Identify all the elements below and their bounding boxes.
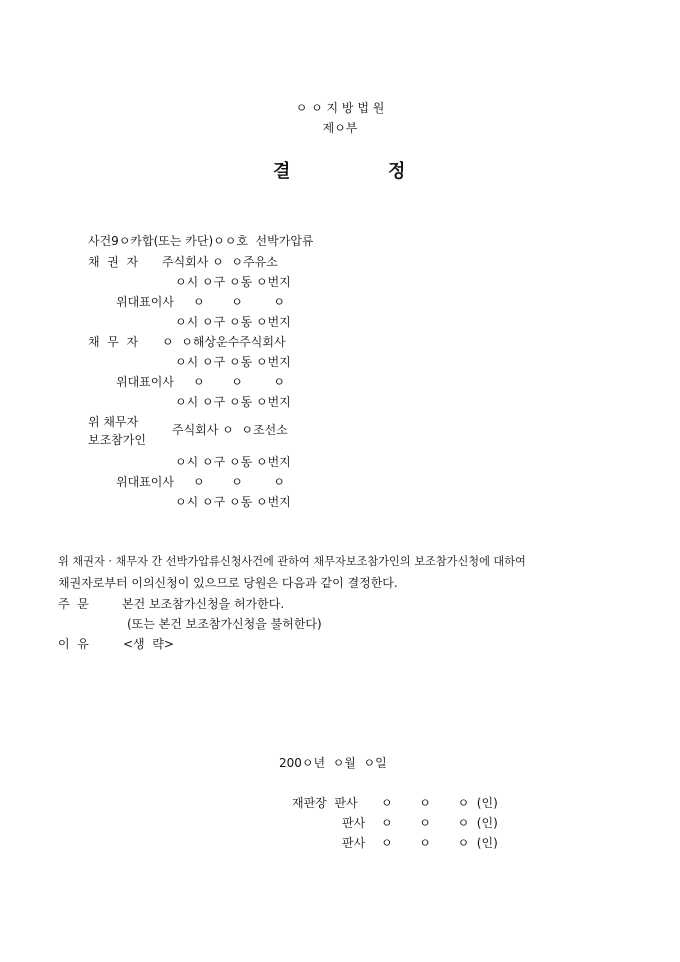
creditor-rep-address: ㅇ시 ㅇ구 ㅇ동 ㅇ번지 bbox=[175, 315, 291, 329]
intervenor-label-line-1: 위 채무자 bbox=[88, 415, 139, 429]
debtor-address: ㅇ시 ㅇ구 ㅇ동 ㅇ번지 bbox=[175, 355, 291, 369]
judge-role-1: 재판장 판사 bbox=[292, 796, 358, 810]
order-alt-text: (또는 본건 보조참가신청을 불허한다) bbox=[127, 617, 322, 631]
creditor-rep-label: 위대표이사 bbox=[116, 295, 174, 309]
creditor-address: ㅇ시 ㅇ구 ㅇ동 ㅇ번지 bbox=[175, 275, 291, 289]
creditor-name: 주식회사 ㅇ ㅇ주유소 bbox=[162, 255, 278, 269]
court-name: ㅇ ㅇ 지 방 법 원 bbox=[295, 101, 385, 115]
intervenor-address: ㅇ시 ㅇ구 ㅇ동 ㅇ번지 bbox=[175, 455, 291, 469]
judge-names-1: ㅇ ㅇ ㅇ (인) bbox=[381, 796, 498, 810]
creditor-label: 채 권 자 bbox=[88, 255, 139, 269]
judge-names-3: ㅇ ㅇ ㅇ (인) bbox=[381, 836, 498, 850]
intervenor-rep-address: ㅇ시 ㅇ구 ㅇ동 ㅇ번지 bbox=[175, 495, 291, 509]
intervenor-name: 주식회사 ㅇ ㅇ조선소 bbox=[172, 423, 288, 437]
judge-role-3: 판사 bbox=[342, 836, 366, 850]
case-line: 사건9ㅇ카합(또는 카단)ㅇㅇ호 선박가압류 bbox=[88, 234, 314, 248]
body-line-1: 위 채권자 · 채무자 간 선박가압류신청사건에 관하여 채무자보조참가인의 보조참가신청에 대하여 bbox=[58, 555, 526, 568]
creditor-rep-name: ㅇ ㅇ ㅇ bbox=[193, 295, 285, 309]
order-text: 본건 보조참가신청을 허가한다. bbox=[122, 597, 285, 611]
judge-names-2: ㅇ ㅇ ㅇ (인) bbox=[381, 816, 498, 830]
intervenor-label-line-2: 보조참가인 bbox=[88, 433, 146, 447]
reason-label: 이 유 bbox=[58, 637, 89, 651]
debtor-name: ㅇ ㅇ해상운수주식회사 bbox=[162, 335, 286, 349]
order-label: 주 문 bbox=[58, 597, 89, 611]
debtor-rep-address: ㅇ시 ㅇ구 ㅇ동 ㅇ번지 bbox=[175, 395, 291, 409]
debtor-label: 채 무 자 bbox=[88, 335, 139, 349]
intervenor-rep-label: 위대표이사 bbox=[116, 475, 174, 489]
decision-date: 200ㅇ년 ㅇ월 ㅇ일 bbox=[279, 756, 387, 770]
document-title-char-2: 정 bbox=[388, 161, 406, 182]
court-division: 제ㅇ부 bbox=[322, 121, 358, 135]
debtor-rep-label: 위대표이사 bbox=[116, 375, 174, 389]
debtor-rep-name: ㅇ ㅇ ㅇ bbox=[193, 375, 285, 389]
document-title-char-1: 결 bbox=[273, 161, 291, 182]
judge-role-2: 판사 bbox=[342, 816, 366, 830]
reason-text: <생 략> bbox=[123, 637, 174, 651]
intervenor-rep-name: ㅇ ㅇ ㅇ bbox=[193, 475, 285, 489]
body-line-2: 채권자로부터 이의신청이 있으므로 당원은 다음과 같이 결정한다. bbox=[58, 576, 398, 590]
